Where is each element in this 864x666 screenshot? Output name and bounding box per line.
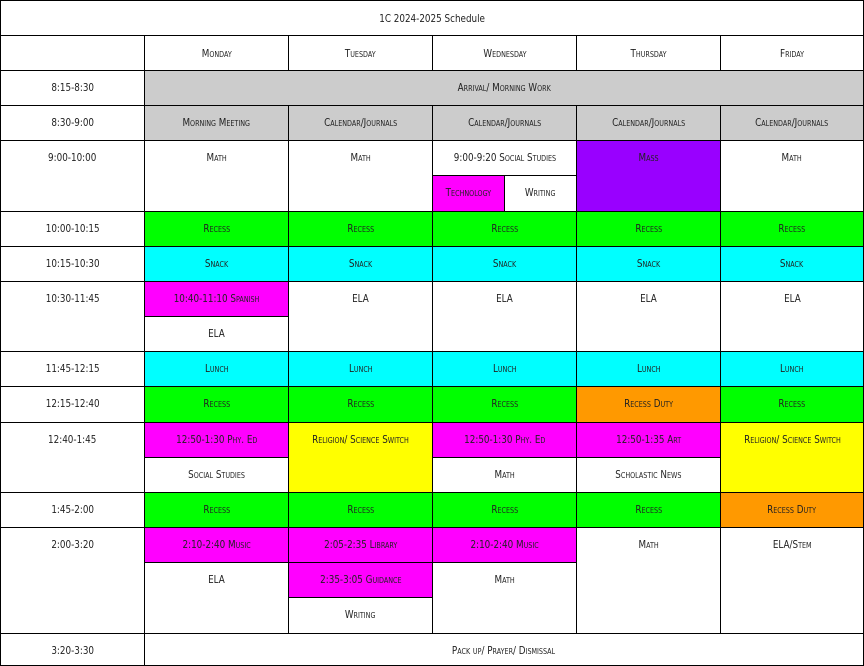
recess-cell: Recess [289, 387, 433, 423]
header-corner-cell [0, 36, 145, 71]
time-cell: 10:00-10:15 [0, 212, 145, 247]
recess-duty-cell: Recess Duty [577, 387, 721, 423]
time-cell: 1:45-2:00 [0, 493, 145, 528]
lunch-cell: Lunch [577, 352, 721, 387]
recess-cell: Recess [433, 387, 577, 423]
arrival-morning-work-cell: Arrival/ Morning Work [145, 71, 864, 106]
math-cell: Math [433, 458, 577, 493]
calendar-journals-cell: Calendar/Journals [289, 106, 433, 141]
time-cell: 2:00-3:20 [0, 528, 145, 634]
ela-cell: ELA [145, 317, 289, 352]
day-header-thursday: Thursday [577, 36, 721, 71]
math-cell: Math [145, 141, 289, 212]
time-cell: 10:15-10:30 [0, 247, 145, 282]
social-studies-cell: Social Studies [145, 458, 289, 493]
time-cell: 12:40-1:45 [0, 423, 145, 493]
lunch-cell: Lunch [289, 352, 433, 387]
day-header-wednesday: Wednesday [433, 36, 577, 71]
religion-science-switch-cell: Religion/ Science Switch [721, 423, 864, 493]
phy-ed-cell: 12:50-1:30 Phy. Ed [433, 423, 577, 458]
snack-cell: Snack [433, 247, 577, 282]
recess-cell: Recess [289, 493, 433, 528]
time-cell: 3:20-3:30 [0, 634, 145, 666]
music-cell: 2:10-2:40 Music [433, 528, 577, 563]
day-header-tuesday: Tuesday [289, 36, 433, 71]
library-cell: 2:05-2:35 Library [289, 528, 433, 563]
recess-cell: Recess [721, 387, 864, 423]
snack-cell: Snack [721, 247, 864, 282]
writing-cell: Writing [505, 176, 577, 212]
math-cell: Math [433, 563, 577, 634]
math-cell: Math [289, 141, 433, 212]
recess-cell: Recess [721, 212, 864, 247]
recess-cell: Recess [433, 212, 577, 247]
recess-cell: Recess [577, 212, 721, 247]
recess-cell: Recess [289, 212, 433, 247]
calendar-journals-cell: Calendar/Journals [577, 106, 721, 141]
guidance-cell: 2:35-3:05 Guidance [289, 563, 433, 598]
recess-cell: Recess [433, 493, 577, 528]
snack-cell: Snack [145, 247, 289, 282]
ela-cell: ELA [433, 282, 577, 352]
day-header-friday: Friday [721, 36, 864, 71]
time-cell: 11:45-12:15 [0, 352, 145, 387]
snack-cell: Snack [577, 247, 721, 282]
time-cell: 10:30-11:45 [0, 282, 145, 352]
technology-cell: Technology [433, 176, 505, 212]
snack-cell: Snack [289, 247, 433, 282]
art-cell: 12:50-1:35 Art [577, 423, 721, 458]
math-cell: Math [721, 141, 864, 212]
dismissal-cell: Pack up/ Prayer/ Dismissal [145, 634, 864, 666]
time-cell: 12:15-12:40 [0, 387, 145, 423]
recess-cell: Recess [145, 212, 289, 247]
time-cell: 8:15-8:30 [0, 71, 145, 106]
ela-cell: ELA [577, 282, 721, 352]
lunch-cell: Lunch [433, 352, 577, 387]
scholastic-news-cell: Scholastic News [577, 458, 721, 493]
lunch-cell: Lunch [145, 352, 289, 387]
morning-meeting-cell: Morning Meeting [145, 106, 289, 141]
calendar-journals-cell: Calendar/Journals [721, 106, 864, 141]
recess-cell: Recess [577, 493, 721, 528]
time-cell: 9:00-10:00 [0, 141, 145, 212]
time-cell: 8:30-9:00 [0, 106, 145, 141]
spanish-cell: 10:40-11:10 Spanish [145, 282, 289, 317]
ela-stem-cell: ELA/Stem [721, 528, 864, 634]
social-studies-cell: 9:00-9:20 Social Studies [433, 141, 577, 176]
recess-duty-cell: Recess Duty [721, 493, 864, 528]
recess-cell: Recess [145, 387, 289, 423]
schedule-title: 1C 2024-2025 Schedule [0, 0, 864, 36]
writing-cell: Writing [289, 598, 433, 634]
lunch-cell: Lunch [721, 352, 864, 387]
math-cell: Math [577, 528, 721, 634]
ela-cell: ELA [145, 563, 289, 634]
day-header-monday: Monday [145, 36, 289, 71]
ela-cell: ELA [289, 282, 433, 352]
music-cell: 2:10-2:40 Music [145, 528, 289, 563]
recess-cell: Recess [145, 493, 289, 528]
religion-science-switch-cell: Religion/ Science Switch [289, 423, 433, 493]
calendar-journals-cell: Calendar/Journals [433, 106, 577, 141]
mass-cell: Mass [577, 141, 721, 212]
phy-ed-cell: 12:50-1:30 Phy. Ed [145, 423, 289, 458]
ela-cell: ELA [721, 282, 864, 352]
